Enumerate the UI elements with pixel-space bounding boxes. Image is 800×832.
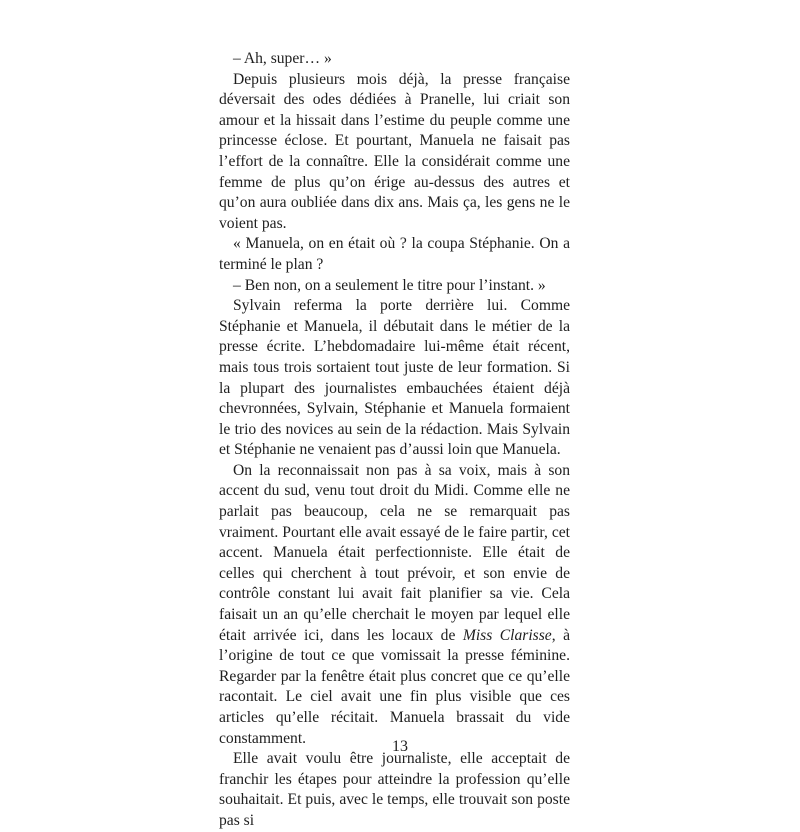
paragraph-4: – Ben non, on a seulement le titre pour l’instant. »: [233, 276, 546, 294]
paragraph-2: Depuis plusieurs mois déjà, la presse française déversait des odes dédiées à Pranelle, lui criait son amour et la hissait dans l’estime du peuple comme une princesse éclose. Et pourtant, Manuela ne faisait pas l’effort de la connaître. Elle la considérait comme une femme de plus qu’on érige au-dessus des autres et qu’on aura oubliée dans dix ans. Mais ça, les gens ne le voient pas.: [219, 70, 570, 232]
paragraph-5: Sylvain referma la porte derrière lui. Comme Stéphanie et Manuela, il débutait dans le métier de la presse écrite. L’hebdomadaire lui-même était récent, mais tous trois sortaient tout juste de leur formation. Si la plupart des journalistes embauchées étaient déjà chevronnées, Sylvain, Stéphanie et Manuela formaient le trio des novices au sein de la rédaction. Mais Sylvain et Stéphanie ne venaient pas d’aussi loin que Manuela.: [219, 297, 570, 459]
body-text: [219, 49, 570, 832]
paragraph-6-text: On la reconnaissait non pas à sa voix, mais à son accent du sud, venu tout droit du Midi. Comme elle ne parlait pas beaucoup, cela ne se remarquait pas vraiment. Pourtant elle avait essayé de le faire partir, cet accent. Manuela était perfectionniste. Elle était de celles qui cherchent à tout prévoir, et son envie de contrôle constant lui avait fait planifier sa vie. Cela faisait un an qu’elle cherchait le moyen par lequel elle était arrivée ici, dans les locaux de: [219, 461, 570, 644]
paragraph-7: Elle avait voulu être journaliste, elle acceptait de franchir les étapes pour atteindre la profession qu’elle souhaitait. Et puis, avec le temps, elle trouvait son poste pas si: [219, 750, 570, 829]
paragraph-6-continued: Regarder par la fenêtre était plus concret que ce qu’elle racontait. Le ciel avait une fin plus visible que ces articles qu’elle récitait. Manuela brassait du vide constamment.: [219, 667, 570, 747]
paragraph-6: [219, 461, 570, 749]
paragraph-6-end: , à l’origine de tout ce que vomissait la presse féminine.: [219, 626, 570, 665]
magazine-title: Miss Clarisse: [462, 626, 552, 644]
page-number: 13: [392, 738, 408, 755]
paragraph-3: « Manuela, on en était où ? la coupa Stéphanie. On a terminé le plan ?: [219, 235, 570, 273]
paragraph-1: – Ah, super… »: [233, 50, 332, 67]
